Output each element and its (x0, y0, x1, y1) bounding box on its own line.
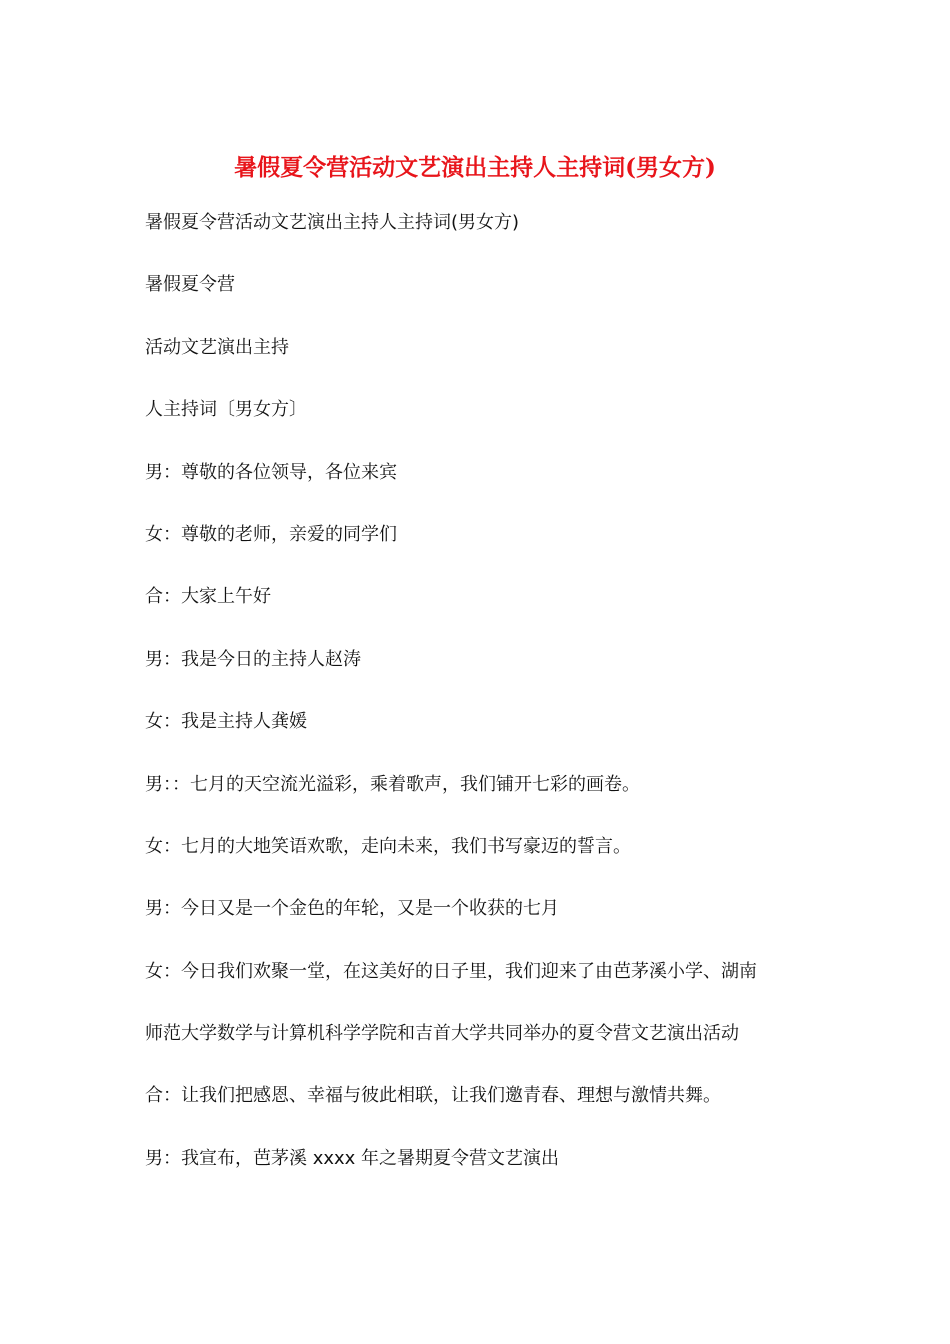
text-line: 男：今日又是一个金色的年轮，又是一个收获的七月 (145, 898, 559, 920)
text-line: 女：我是主持人龚媛 (145, 711, 307, 733)
text-line: 师范大学数学与计算机科学学院和吉首大学共同举办的夏令营文艺演出活动 (145, 1023, 739, 1045)
text-line: 合：大家上午好 (145, 586, 271, 608)
text-line: 暑假夏令营 (145, 274, 235, 296)
text-line: 男：：七月的天空流光溢彩，乘着歌声，我们铺开七彩的画卷。 (145, 773, 640, 795)
text-line: 女：尊敬的老师，亲爱的同学们 (145, 523, 397, 545)
text-line: 活动文艺演出主持 (145, 336, 289, 358)
text-line: 合：让我们把感恩、幸福与彼此相联，让我们邀青春、理想与激情共舞。 (145, 1085, 721, 1107)
text-line: 男：尊敬的各位领导，各位来宾 (145, 461, 397, 483)
text-line: 女：七月的大地笑语欢歌，走向未来，我们书写豪迈的誓言。 (145, 835, 631, 857)
document-title: 暑假夏令营活动文艺演出主持人主持词(男女方) (234, 154, 716, 181)
document-body (145, 207, 825, 1205)
text-line: 女：今日我们欢聚一堂，在这美好的日子里，我们迎来了由芭茅溪小学、湖南 (145, 960, 757, 982)
text-line: 男：我宣布，芭茅溪 xxxx 年之暑期夏令营文艺演出 (145, 1147, 560, 1169)
text-line: 男：我是今日的主持人赵涛 (145, 648, 361, 670)
text-line: 暑假夏令营活动文艺演出主持人主持词(男女方) (145, 212, 520, 233)
text-line: 人主持词〔男女方〕 (145, 399, 307, 421)
